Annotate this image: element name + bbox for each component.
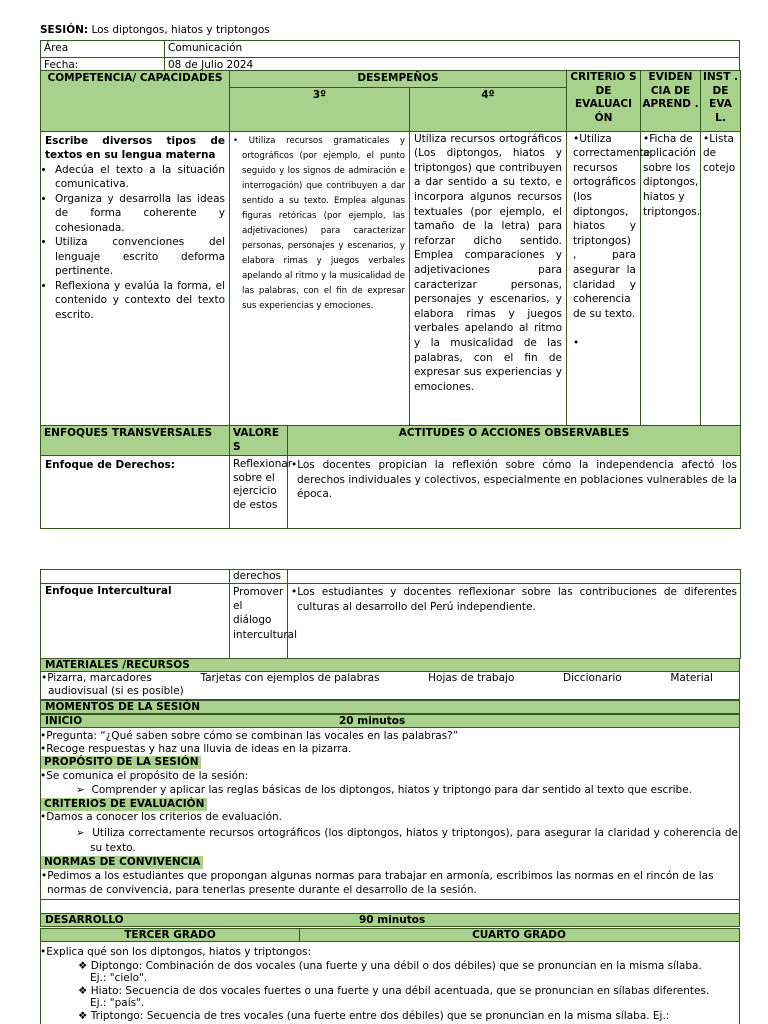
material-item-cont: audiovisual (si es posible) <box>48 685 184 697</box>
desempenos-header: DESEMPEÑOS <box>230 71 567 88</box>
material-item: Material <box>670 672 713 684</box>
derechos-actitud-text: Los docentes propician la reflexión sobre cómo la independencia afectó los derechos individuales y colectivos, especialmente en poblaciones vulnerables de la época. <box>297 459 737 501</box>
capacidad-item: • Organiza y desarrolla las ideas de forma coherente y cohesionada. <box>55 192 225 236</box>
proposito-item: •Se comunica el propósito de la sesión: <box>40 770 249 782</box>
area-label: Área <box>41 41 165 58</box>
instrumento-text: Lista de cotejo <box>703 132 736 174</box>
criterio-cell: •Utiliza correctamente recursos ortográficos (los diptongos, hiatos y triptongos) , para asegurar la claridad y coherencia de su texto. • <box>567 131 641 426</box>
enfoques-table <box>40 425 741 529</box>
competencia-title: Escribe diversos tipos de textos en su lengua materna <box>45 134 225 162</box>
capacidad-item: • Reflexiona y evalúa la forma, el contenido y contexto del texto escrito. <box>55 279 225 323</box>
enfoque-intercultural: Enfoque Intercultural <box>41 584 230 659</box>
evidencia-header: EVIDEN CIA DE APREND . <box>641 71 701 132</box>
criterio-text: Utiliza correctamente recursos ortográficos (los diptongos, hiatos y triptongos) , para asegurar la claridad y coherencia de su texto. <box>573 132 651 320</box>
desarrollo-time: 90 minutos <box>359 914 426 926</box>
enfoques-table-cont <box>40 569 741 659</box>
capacidad-item: • Adecúa el texto a la situación comunicativa. <box>55 163 225 192</box>
diptongo-item: ❖ Diptongo: Combinación de dos vocales (una fuerte y una débil o dos débiles) que se pronuncian en la misma sílaba. Ej.: "cielo". <box>78 960 702 984</box>
tercer-grado: TERCER GRADO <box>41 929 300 941</box>
competencia-header: COMPETENCIA/ CAPACIDADES <box>41 71 230 132</box>
intercultural-actitud-text: Los estudiantes y docentes reflexionar sobre las contribuciones de diferentes culturas al desarrollo del Perú independiente. <box>297 586 737 613</box>
material-item: Hojas de trabajo <box>428 672 515 684</box>
inicio-bar <box>40 714 740 728</box>
materiales-header: MATERIALES /RECURSOS <box>40 658 740 672</box>
normas-header: NORMAS DE CONVIVENCIA <box>41 856 203 869</box>
criterios-header: CRITERIO S DE EVALUACI ÓN <box>567 71 641 132</box>
inicio-label: INICIO <box>45 715 83 727</box>
area-value: Comunicación <box>165 41 740 58</box>
desempeno3-cell: • Utiliza recursos gramaticales y ortográficos (por ejemplo, el punto seguido y los signos de admiración e interrogación) que contribuyen a dar sentido a su texto. Emplea algunas figuras retóricas (por ejemplo, las adjetivaciones) para caracterizar personas, personajes y escenarios, y elabora rimas y juegos verbales apelando al ritmo y la musicalidad de las palabras, con el fin de expresar sus experiencias y emociones. <box>230 131 410 426</box>
material-item: •Pizarra, marcadores <box>41 672 152 684</box>
proposito-sub: ➢ Comprender y aplicar las reglas básicas de los diptongos, hiatos y triptongo para dar sentido al texto que escribe. <box>76 784 693 796</box>
intercultural-valor: Promover el diálogo intercultural <box>230 584 288 659</box>
inicio-item: •Pregunta: “¿Qué saben sobre cómo se combinan las vocales en las palabras?” <box>40 730 459 742</box>
date-label: Fecha: <box>41 57 165 74</box>
derechos-actitud: •Los docentes propician la reflexión sobre cómo la independencia afectó los derechos individuales y colectivos, especialmente en poblaciones vulnerables de la época. <box>288 456 741 529</box>
grade3-header: 3º <box>230 87 410 131</box>
desarrollo-bar <box>40 913 740 927</box>
inicio-item: •Recoge respuestas y haz una lluvia de ideas en la pizarra. <box>40 743 352 755</box>
grade4-header: 4º <box>410 87 567 131</box>
enfoques-header: ENFOQUES TRANSVERSALES <box>41 426 230 456</box>
criterios-item: •Damos a conocer los criterios de evaluación. <box>40 811 283 823</box>
material-item: Tarjetas con ejemplos de palabras <box>200 672 380 684</box>
competencia-cell <box>41 131 230 426</box>
actitudes-header: ACTITUDES O ACCIONES OBSERVABLES <box>288 426 741 456</box>
inicio-time: 20 minutos <box>339 715 406 727</box>
derechos-valor: Reflexionar sobre el ejercicio de estos <box>230 456 288 529</box>
competency-table <box>40 70 741 427</box>
evidencia-cell: •Ficha de aplicación sobre los diptongos, hiatos y triptongos. <box>641 131 701 426</box>
valores-header: VALORE S <box>230 426 288 456</box>
triptongo-item: ❖ Triptongo: Secuencia de tres vocales (una fuerte entre dos débiles) que se pronuncian en la misma sílaba. Ej.: <box>78 1010 670 1022</box>
hiato-item: ❖ Hiato: Secuencia de dos vocales fuertes o una fuerte y una débil acentuada, que se pronuncian en sílabas diferentes. Ej.: "país". <box>78 985 710 1009</box>
capacidad-item: • Utiliza convenciones del lenguaje escrito deforma pertinente. <box>55 235 225 279</box>
derechos-valor-cont: derechos <box>230 570 288 584</box>
explica-item: •Explica qué son los diptongos, hiatos y triptongos: <box>40 946 312 958</box>
intercultural-actitud: •Los estudiantes y docentes reflexionar sobre las contribuciones de diferentes culturas al desarrollo del Perú independiente. <box>288 584 741 659</box>
criterios-sub: ➢ Utiliza correctamente recursos ortográficos (los diptongos, hiatos y triptongos), para asegurar la claridad y coherencia de su texto. <box>76 827 738 854</box>
desempeno3-text: Utiliza recursos gramaticales y ortográficos (por ejemplo, el punto seguido y los signos de admiración e interrogación) que contribuyen a dar sentido a su texto. Emplea algunas figuras retóricas (por ejemplo, las adjetivaciones) para caracterizar personas, personajes y escenarios, y elabora rimas y juegos verbales apelando al ritmo y la musicalidad de las palabras, con el fin de expresar sus experiencias y emociones. <box>242 135 405 311</box>
normas-item: •Pedimos a los estudiantes que propongan algunas normas para trabajar en armonía, escribimos las normas en el rincón de las normas de convivencia, para tenerlas presente durante el desarrollo de la sesión. <box>41 870 714 896</box>
desempeno4-cell: Utiliza recursos ortográficos (Los diptongos, hiatos y triptongos) que contribuyen a dar sentido a su texto, e incorpora algunos recursos textuales (por ejemplo, el tamaño de la letra) para reforzar dicho sentido. Emplea comparaciones y adjetivaciones para caracterizar personas, personajes y escenarios, y elabora rimas y juegos verbales apelando al ritmo y la musicalidad de las palabras, con el fin de expresar sus experiencias y emociones. <box>410 131 567 426</box>
proposito-header: PROPÓSITO DE LA SESIÓN <box>41 756 201 769</box>
grades-bar <box>40 928 740 942</box>
date-value: 08 de Julio 2024 <box>165 57 740 74</box>
material-item: Diccionario <box>563 672 622 684</box>
instrumento-cell: •Lista de cotejo <box>701 131 741 426</box>
evidencia-text: Ficha de aplicación sobre los diptongos, hiatos y triptongos. <box>643 132 701 218</box>
criterios-header-2: CRITERIOS DE EVALUACIÓN <box>41 798 207 811</box>
materiales-list <box>40 672 740 700</box>
session-label: SESIÓN: <box>40 24 89 36</box>
momentos-header: MOMENTOS DE LA SESIÓN <box>40 700 740 714</box>
session-title <box>40 24 270 38</box>
desarrollo-label: DESARROLLO <box>45 914 124 926</box>
enfoque-derechos: Enfoque de Derechos: <box>41 456 230 529</box>
instrumento-header: INST . DE EVA L. <box>701 71 741 132</box>
cuarto-grado: CUARTO GRADO <box>472 929 566 941</box>
session-name: Los diptongos, hiatos y triptongos <box>91 24 270 36</box>
